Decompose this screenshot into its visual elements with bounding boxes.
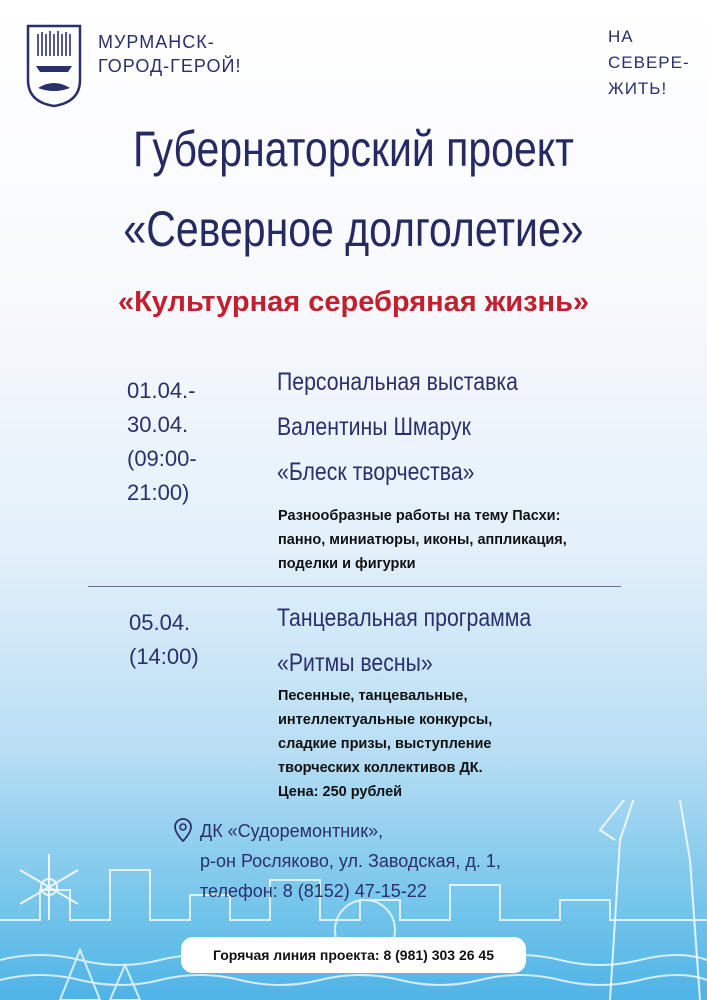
event-2-desc-line: Песенные, танцевальные, <box>278 688 468 704</box>
snowflake-icon <box>14 852 84 922</box>
venue-phone: телефон: 8 (8152) 47-15-22 <box>200 881 427 901</box>
city-line-2: ГОРОД-ГЕРОЙ! <box>98 56 242 76</box>
subtitle: «Культурная серебряная жизнь» <box>117 286 590 318</box>
event-2-title-line: «Ритмы весны» <box>277 649 433 677</box>
hotline-banner: Горячая линия проекта: 8 (981) 303 26 45 <box>181 937 526 973</box>
event-1-date-line: 01.04.- <box>127 378 196 403</box>
event-1-title-line: Персональная выставка <box>277 368 518 396</box>
event-1-desc-line: Разнообразные работы на тему Пасхи: <box>278 508 561 524</box>
event-1-title <box>277 360 560 495</box>
slogan-line-3: ЖИТЬ! <box>608 79 668 98</box>
event-1-desc-line: поделки и фигурки <box>278 556 416 572</box>
venue-address: р-он Росляково, ул. Заводская, д. 1, <box>200 851 501 871</box>
event-2-date-line: (14:00) <box>129 644 199 669</box>
event-2-desc-line: Цена: 250 рублей <box>278 784 403 800</box>
venue-name: ДК «Судоремонтник», <box>200 821 384 841</box>
coat-of-arms-icon <box>24 22 84 108</box>
event-2-title <box>277 596 576 686</box>
title-line-1: Губернаторский проект <box>133 121 574 177</box>
event-1-date-line: 30.04. <box>127 412 189 437</box>
event-1-description <box>278 504 567 576</box>
venue-info <box>200 816 501 906</box>
city-line-1: МУРМАНСК- <box>98 32 215 52</box>
event-1-date <box>127 374 197 510</box>
event-2-desc-line: интеллектуальные конкурсы, <box>278 712 493 728</box>
event-1-title-line: Валентины Шмарук <box>277 413 471 441</box>
event-2-title-line: Танцевальная программа <box>277 604 532 632</box>
event-1-title-line: «Блеск творчества» <box>277 458 475 486</box>
slogan <box>608 24 690 102</box>
location-pin-icon <box>174 818 192 842</box>
event-2-desc-line: творческих коллективов ДК. <box>278 760 483 776</box>
event-2-desc-line: сладкие призы, выступление <box>278 736 492 752</box>
slogan-line-1: НА <box>608 27 634 46</box>
event-1-desc-line: панно, миниатюры, иконы, аппликация, <box>278 532 567 548</box>
event-2-date <box>129 606 199 674</box>
event-2-description <box>278 684 492 804</box>
city-name <box>98 30 241 78</box>
slogan-line-2: СЕВЕРЕ- <box>608 53 690 72</box>
event-1-date-line: 21:00) <box>127 480 190 505</box>
event-1-date-line: (09:00- <box>127 446 197 471</box>
event-divider <box>88 586 621 587</box>
event-2-date-line: 05.04. <box>129 610 191 635</box>
title-line-2: «Северное долголетие» <box>123 201 584 257</box>
